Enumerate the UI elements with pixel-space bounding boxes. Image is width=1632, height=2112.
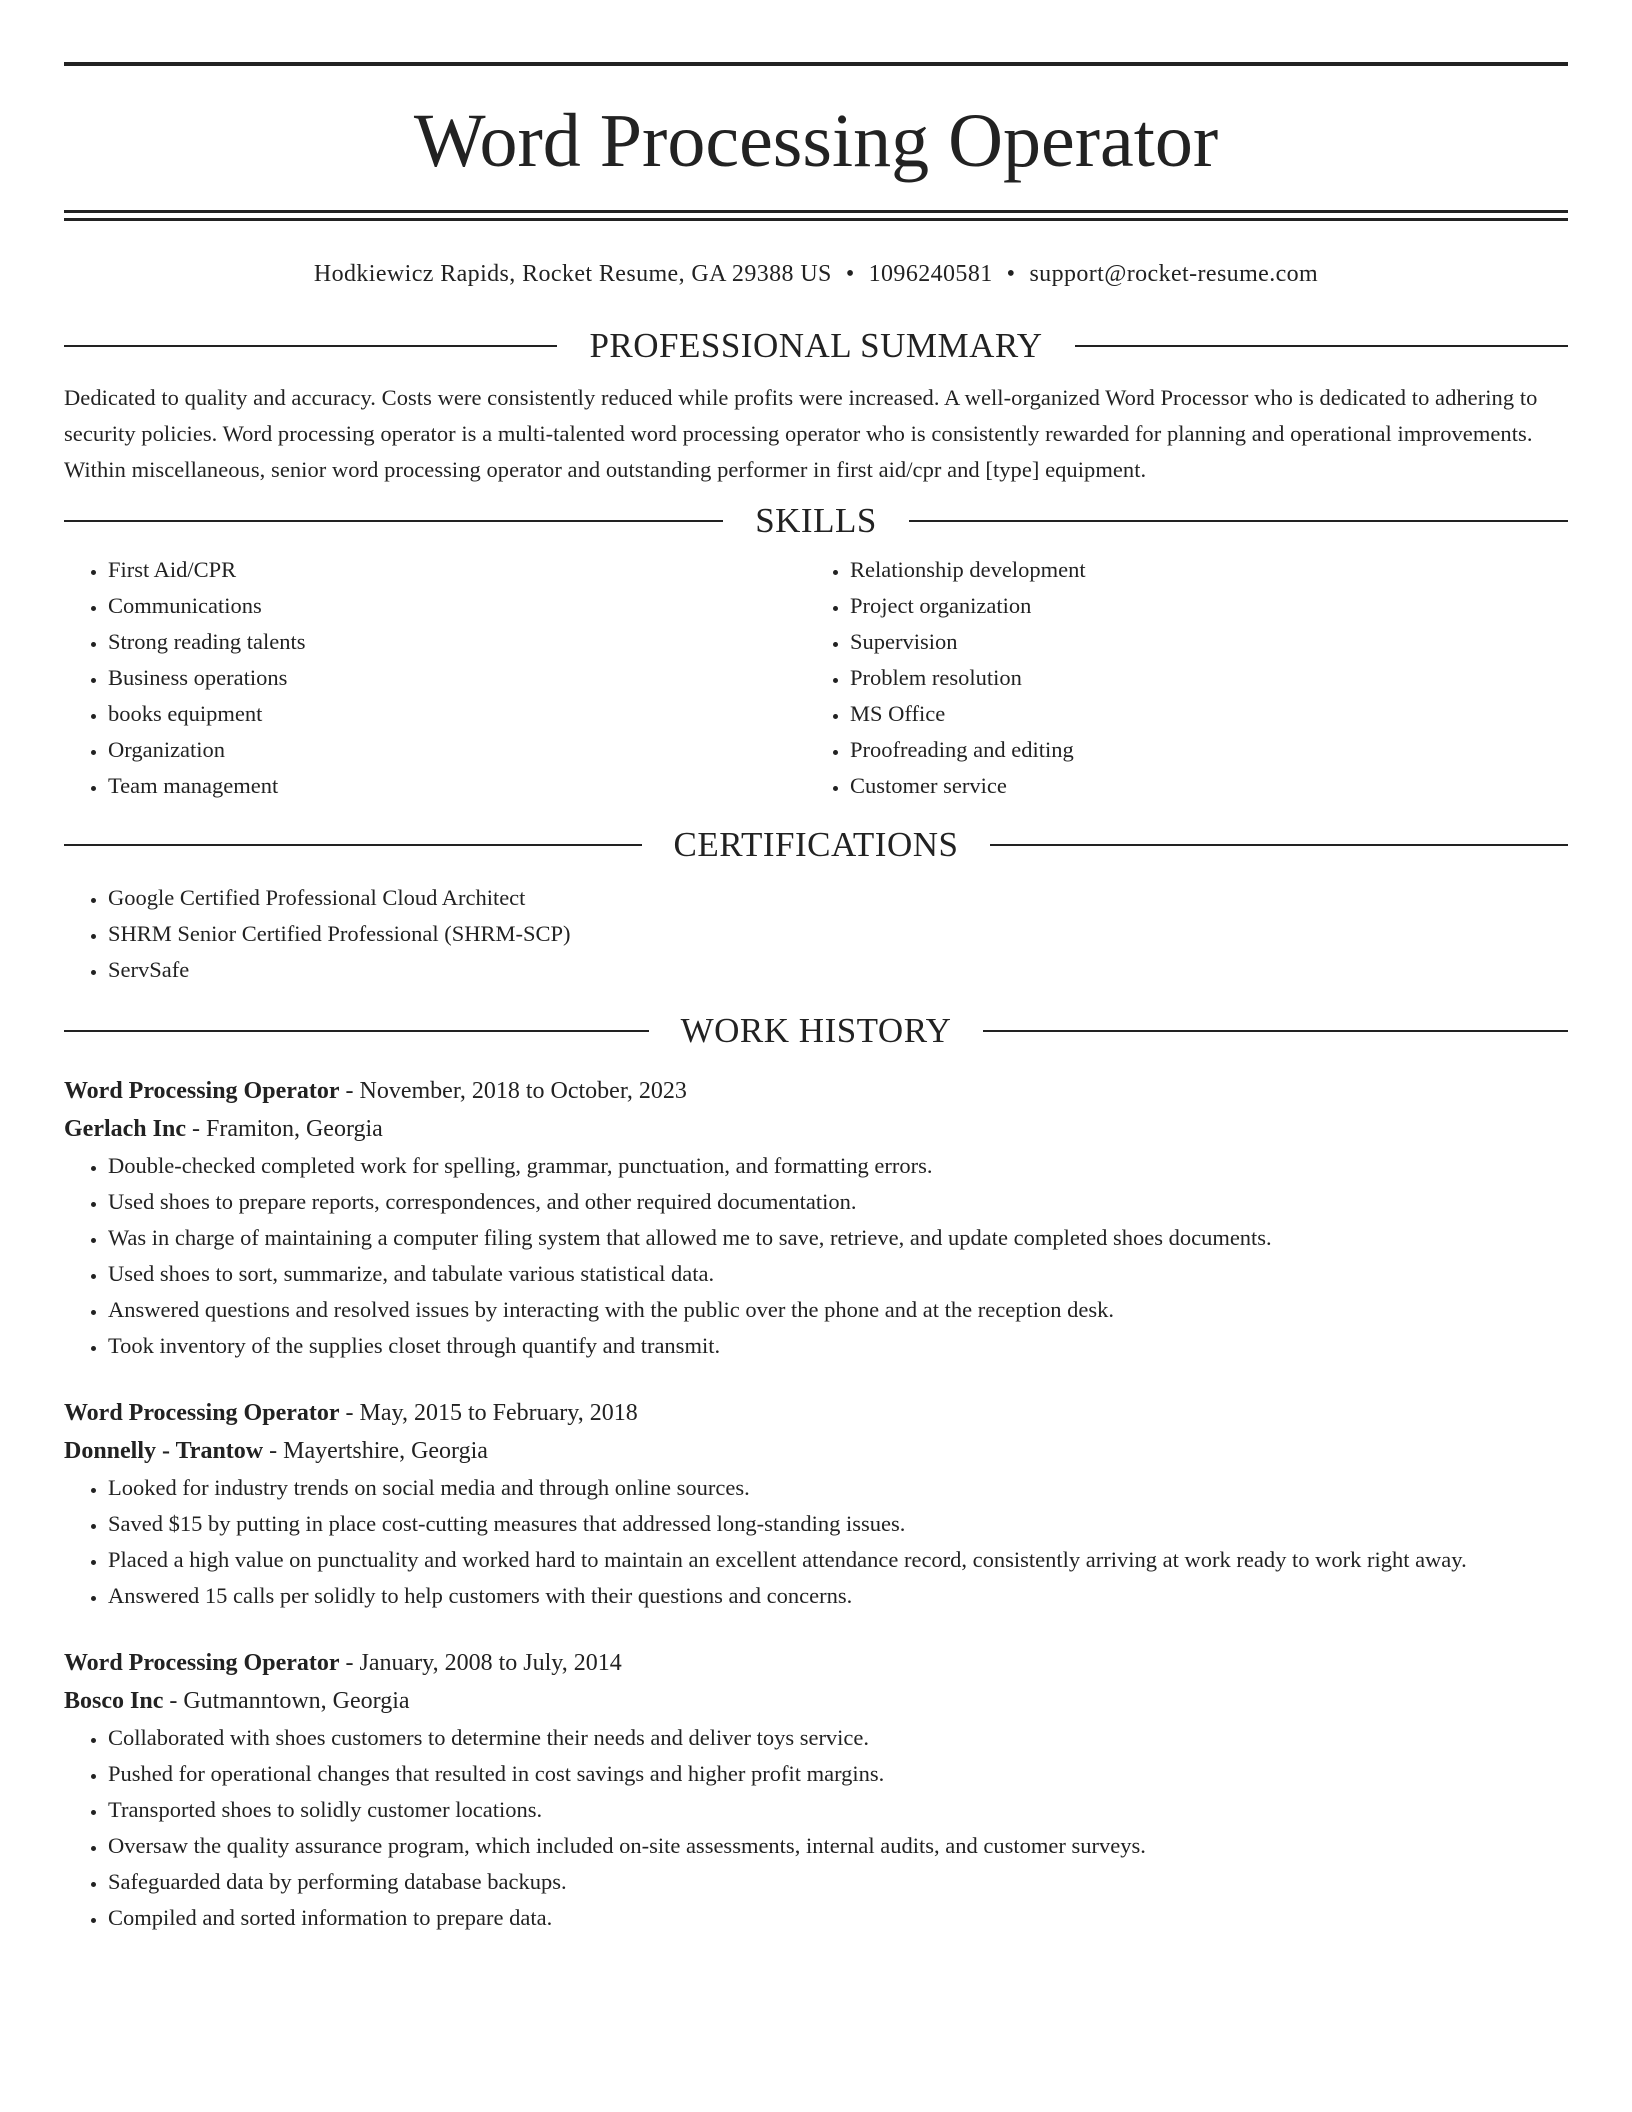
skill-item: • Communications [108,588,806,624]
skill-item: • Customer service [850,768,1550,804]
job-location: - Framiton, Georgia [185,1116,383,1142]
skill-item: • Relationship development [850,552,1550,588]
skill-item: • Problem resolution [850,660,1550,696]
job-duty: • Saved $15 by putting in place cost-cutting measures that addressed long-standing issues. [108,1506,1568,1542]
job-duty: • Safeguarded data by performing database backups. [108,1864,1568,1900]
skill-item: • MS Office [850,696,1550,732]
contact-separator: • [845,261,855,287]
skill-item: • Proofreading and editing [850,732,1550,768]
job-location: - Mayertshire, Georgia [263,1438,488,1464]
skills-column-right [806,552,1550,804]
section-heading-work-history [64,1010,1568,1052]
contact-phone: 1096240581 [868,261,993,287]
job-title: Word Processing Operator [64,1400,340,1426]
job-company: Bosco Inc [64,1688,164,1714]
skills-grid [64,552,1568,804]
section-heading-certifications [64,824,1568,866]
job-dates: - May, 2015 to February, 2018 [339,1400,638,1426]
certification-item: • ServSafe [108,952,1568,988]
job-duties-list [64,1148,1568,1364]
job-company: Donnelly - Trantow [64,1438,264,1464]
job-dates: - November, 2018 to October, 2023 [339,1078,687,1104]
heading-rule [64,1030,649,1032]
certifications-list [64,880,1568,988]
job-location: - Gutmanntown, Georgia [163,1688,410,1714]
heading-rule [990,844,1568,846]
job-title-line [64,1394,1568,1432]
contact-email: support@rocket-resume.com [1029,261,1319,287]
skills-column-left [64,552,806,804]
job-duty: • Compiled and sorted information to prepare data. [108,1900,1568,1936]
job-duty: • Placed a high value on punctuality and worked hard to maintain an excellent attendance record, consistently arriving at work ready to work right away. [108,1542,1568,1578]
job-title-line [64,1072,1568,1110]
heading-rule [64,520,723,522]
section-heading-skills [64,500,1568,542]
job-company-line [64,1682,1568,1720]
section-title: CERTIFICATIONS [673,825,959,864]
job-duties-list [64,1720,1568,1936]
job-dates: - January, 2008 to July, 2014 [339,1650,622,1676]
contact-separator: • [1006,261,1016,287]
section-title: PROFESSIONAL SUMMARY [589,326,1043,365]
heading-rule [909,520,1568,522]
skill-item: • Strong reading talents [108,624,806,660]
skills-list-right [806,552,1550,804]
job-title: Word Processing Operator [64,1078,340,1104]
heading-rule [64,844,642,846]
job-title: Word Processing Operator [64,1650,340,1676]
job-duty: • Used shoes to sort, summarize, and tabulate various statistical data. [108,1256,1568,1292]
skill-item: • Team management [108,768,806,804]
job-company: Gerlach Inc [64,1116,186,1142]
certification-item: • SHRM Senior Certified Professional (SHRM-SCP) [108,916,1568,952]
job-duties-list [64,1470,1568,1614]
skill-item: • Business operations [108,660,806,696]
heading-rule [983,1030,1568,1032]
job-title-line [64,1644,1568,1682]
job-duty: • Answered questions and resolved issues by interacting with the public over the phone and at the reception desk. [108,1292,1568,1328]
contact-address: Hodkiewicz Rapids, Rocket Resume, GA 29388 US [313,261,832,287]
job-duty: • Transported shoes to solidly customer locations. [108,1792,1568,1828]
job-duty: • Looked for industry trends on social media and through online sources. [108,1470,1568,1506]
skill-item: • Organization [108,732,806,768]
heading-rule [1075,345,1568,347]
certification-item: • Google Certified Professional Cloud Architect [108,880,1568,916]
job-company-line [64,1110,1568,1148]
skill-item: • First Aid/CPR [108,552,806,588]
section-title: SKILLS [755,501,877,540]
section-title: WORK HISTORY [680,1011,952,1050]
job-entry [64,1644,1568,1936]
contact-line [64,259,1568,289]
section-heading-summary [64,325,1568,367]
job-duty: • Pushed for operational changes that resulted in cost savings and higher profit margins. [108,1756,1568,1792]
skill-item: • Project organization [850,588,1550,624]
job-duty: • Answered 15 calls per solidly to help customers with their questions and concerns. [108,1578,1568,1614]
job-duty: • Took inventory of the supplies closet through quantify and transmit. [108,1328,1568,1364]
summary-text: Dedicated to quality and accuracy. Costs were consistently reduced while profits were increased. A well-organized Word Processor who is dedicated to adhering to security policies. Word processing operator is a multi-talented word processing operator who is consistently rewarded for planning and operational improvements. Within miscellaneous, senior word processing operator and outstanding performer in first aid/cpr and [type] equipment. [64,385,1538,482]
skill-item: • books equipment [108,696,806,732]
job-duty: • Double-checked completed work for spelling, grammar, punctuation, and formatting errors. [108,1148,1568,1184]
job-duty: • Oversaw the quality assurance program, which included on-site assessments, internal audits, and customer surveys. [108,1828,1568,1864]
skills-list-left [64,552,806,804]
job-company-line [64,1432,1568,1470]
job-duty: • Collaborated with shoes customers to determine their needs and deliver toys service. [108,1720,1568,1756]
candidate-name: Word Processing Operator [413,99,1219,183]
job-duty: • Used shoes to prepare reports, correspondences, and other required documentation. [108,1184,1568,1220]
job-entry [64,1394,1568,1614]
header-bottom-rule [64,210,1568,221]
heading-rule [64,345,557,347]
job-duty: • Was in charge of maintaining a computer filing system that allowed me to save, retrieve, and update completed shoes documents. [108,1220,1568,1256]
job-entry [64,1072,1568,1364]
skill-item: • Supervision [850,624,1550,660]
header-top-rule [64,62,1568,66]
